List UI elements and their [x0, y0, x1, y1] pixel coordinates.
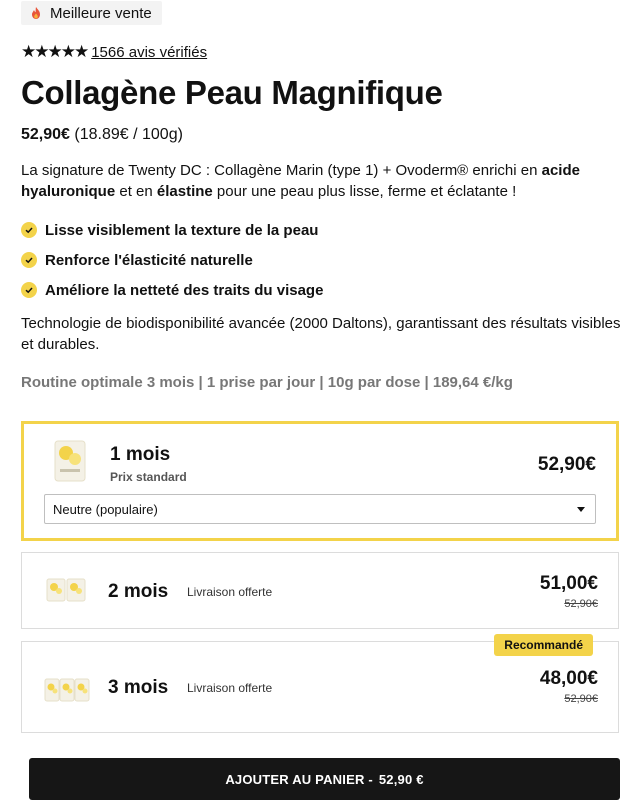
product-pouches-image: [46, 575, 86, 603]
desc-highlight-acid: acide hyaluronique: [21, 162, 580, 200]
add-to-cart-price: 52,90 €: [378, 771, 424, 787]
check-icon: [21, 252, 37, 268]
check-icon: [21, 282, 37, 298]
desc-text: et en: [115, 183, 157, 200]
plan-old-price: 52,90€: [564, 598, 598, 610]
plan-option-1-month[interactable]: [21, 421, 619, 541]
benefit-label: Améliore la netteté des traits du visage: [45, 281, 324, 299]
desc-text: pour une peau plus lisse, ferme et éclatante !: [212, 183, 517, 200]
benefit-label: Renforce l'élasticité naturelle: [45, 251, 253, 269]
chevron-down-icon: [577, 507, 585, 512]
rating-summary: [21, 42, 207, 62]
plan-option-3-months[interactable]: [21, 638, 619, 733]
product-title: Collagène Peau Magnifique: [21, 74, 443, 111]
flame-icon: [29, 6, 43, 20]
best-seller-label: Meilleure vente: [50, 4, 152, 22]
add-to-cart-button[interactable]: [29, 758, 620, 800]
plan-price: 52,90€: [537, 454, 596, 475]
benefit-list: [21, 215, 323, 305]
recommended-tag: Recommandé: [494, 634, 593, 656]
best-seller-badge: [21, 1, 162, 25]
product-price: 52,90€: [21, 126, 70, 143]
plan-option-2-months[interactable]: [21, 552, 619, 629]
price-line: [21, 126, 183, 144]
product-description: [21, 160, 621, 202]
benefit-item: [21, 275, 323, 305]
flavor-selected-value: Neutre (populaire): [53, 501, 158, 517]
check-icon: [21, 222, 37, 238]
add-to-cart-label: AJOUTER AU PANIER -: [225, 771, 373, 787]
reviews-link[interactable]: 1566 avis vérifiés: [91, 43, 208, 61]
plan-price: 51,00€: [539, 573, 598, 594]
star-rating-icon: ★★★★★: [21, 42, 88, 61]
plan-shipping: Livraison offerte: [187, 681, 273, 695]
plan-price: 48,00€: [539, 668, 598, 689]
flavor-select[interactable]: [44, 494, 596, 524]
plan-title: 3 mois: [108, 677, 169, 698]
plan-old-price: 52,90€: [564, 693, 598, 705]
plan-title: 2 mois: [108, 581, 169, 602]
product-pouch-image: [52, 439, 88, 483]
routine-info: Routine optimale 3 mois | 1 prise par jour | 10g par dose | 189,64 €/kg: [21, 374, 513, 391]
benefit-item: [21, 245, 323, 275]
plan-subtitle: Prix standard: [110, 470, 187, 484]
plan-shipping: Livraison offerte: [187, 585, 273, 599]
technology-text: Technologie de biodisponibilité avancée (2000 Daltons), garantissant des résultats visibles et durables.: [21, 315, 621, 353]
unit-price: (18.89€ / 100g): [74, 126, 183, 143]
plan-title: 1 mois: [110, 444, 171, 465]
benefit-item: [21, 215, 323, 245]
desc-highlight-elastine: élastine: [156, 183, 213, 200]
benefit-label: Lisse visiblement la texture de la peau: [45, 221, 319, 239]
desc-text: La signature de Twenty DC : Collagène Marin (type 1) + Ovoderm® enrichi en: [21, 162, 542, 179]
product-pouches-image: [44, 674, 90, 704]
